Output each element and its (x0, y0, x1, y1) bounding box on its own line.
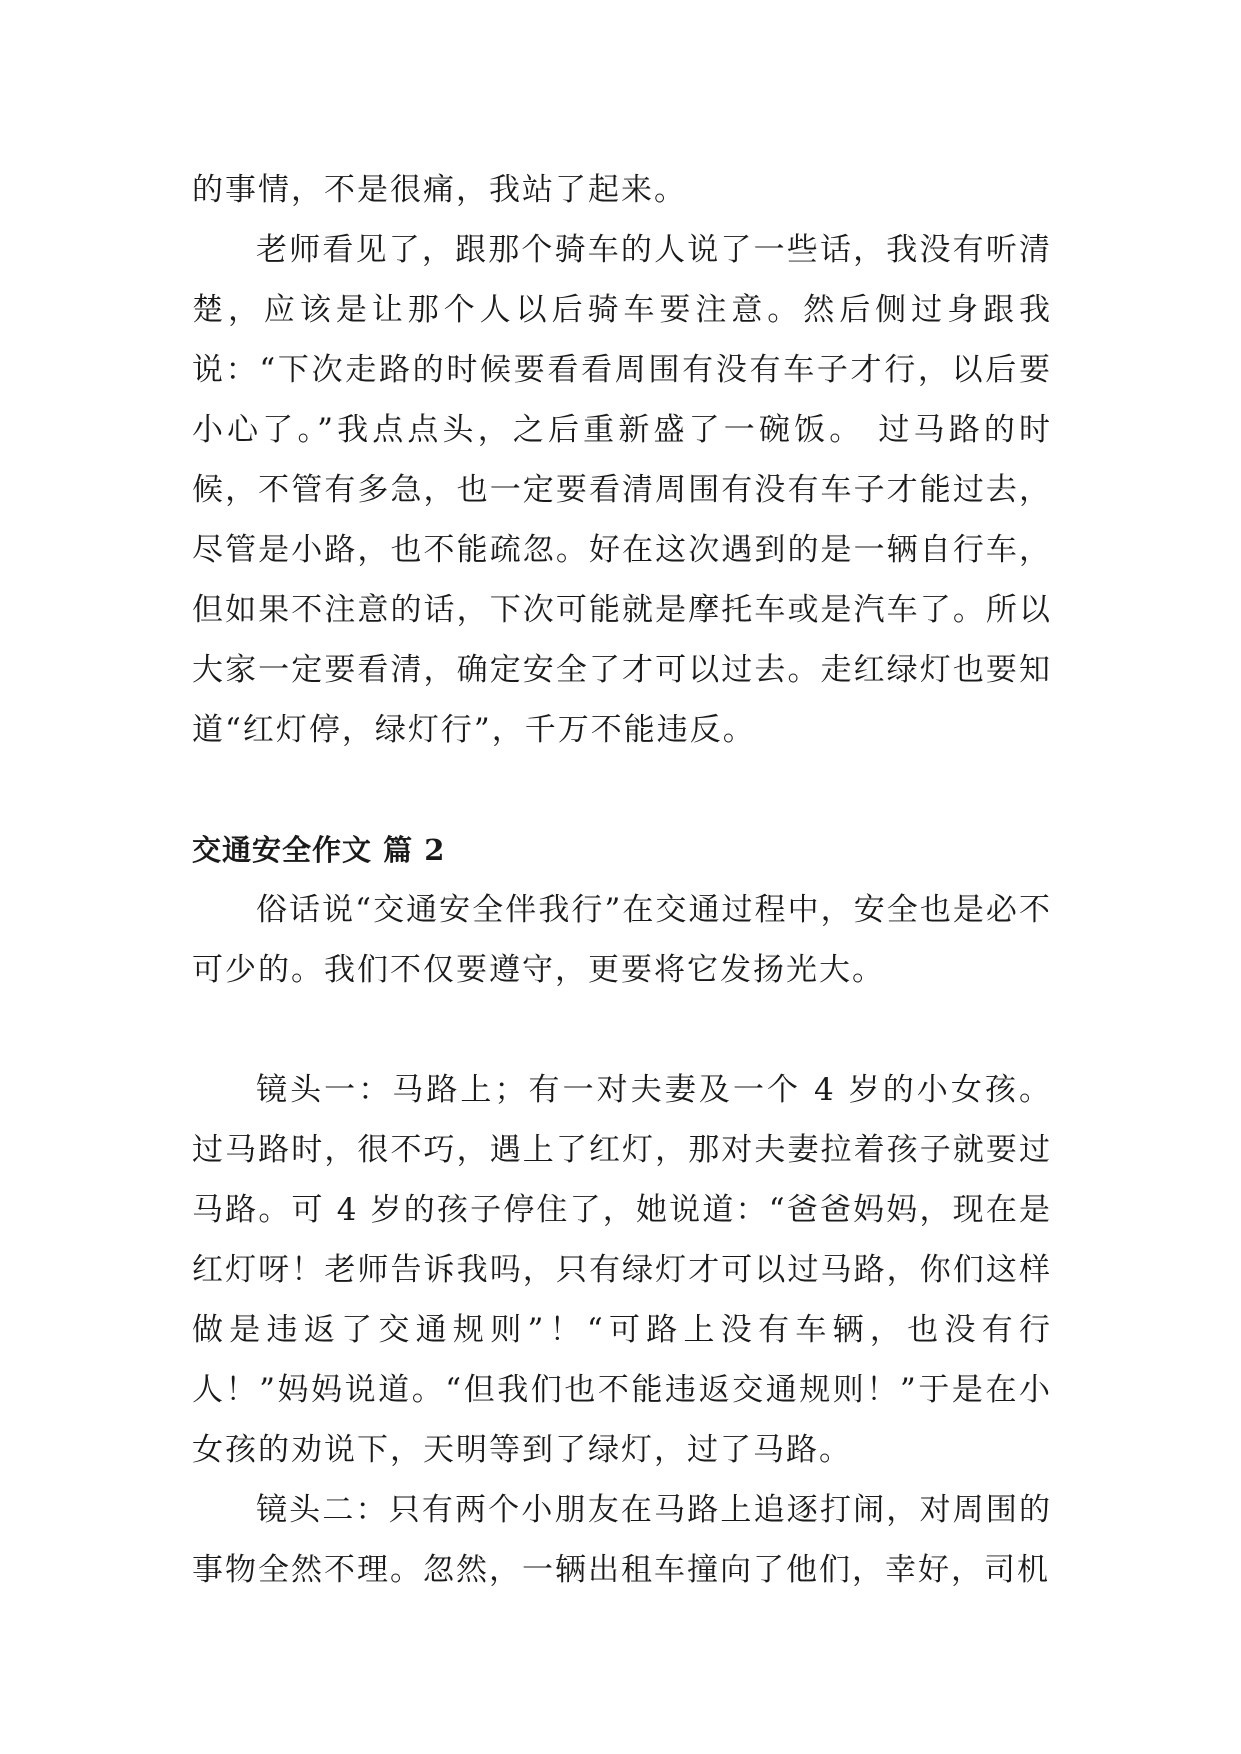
paragraph-scene-one: 镜头一：马路上；有一对夫妻及一个 4 岁的小女孩。过马路时，很不巧，遇上了红灯，那对夫妻拉着孩子就要过马路。可 4 岁的孩子停住了，她说道：“爸爸妈妈，现在是红灯呀！老师告诉我吗，只有绿灯才可以过马路，你们这样做是违返了交通规则”！“可路上没有车辆，也没有行人！”妈妈说道。“但我们也不能违返交通规则！”于是在小女孩的劝说下，天明等到了绿灯，过了马路。 (192, 1072, 1052, 1468)
spacer (192, 760, 1052, 820)
section-title: 交通安全作文 篇 2 (192, 833, 446, 867)
spacer (192, 1000, 1052, 1060)
paragraph-intro: 俗话说“交通安全伴我行”在交通过程中，安全也是必不可少的。我们不仅要遵守，更要将它发扬光大。 (192, 892, 1052, 988)
document-page (192, 160, 1052, 1600)
paragraph-teacher: 老师看见了，跟那个骑车的人说了一些话，我没有听清楚，应该是让那个人以后骑车要注意。然后侧过身跟我说：“下次走路的时候要看看周围有没有车子才行，以后要小心了。”我点点头，之后重新盛了一碗饭。 过马路的时候，不管有多急，也一定要看清周围有没有车子才能过去，尽管是小路，也不能疏忽。好在这次遇到的是一辆自行车，但如果不注意的话，下次可能就是摩托车或是汽车了。所以大家一定要看清，确定安全了才可以过去。走红绿灯也要知道“红灯停，绿灯行”，千万不能违反。 (192, 232, 1052, 748)
paragraph-scene-two: 镜头二：只有两个小朋友在马路上追逐打闹，对周围的事物全然不理。忽然，一辆出租车撞向了他们，幸好，司机 (192, 1492, 1052, 1588)
paragraph-continued: 的事情，不是很痛，我站了起来。 (192, 172, 687, 208)
